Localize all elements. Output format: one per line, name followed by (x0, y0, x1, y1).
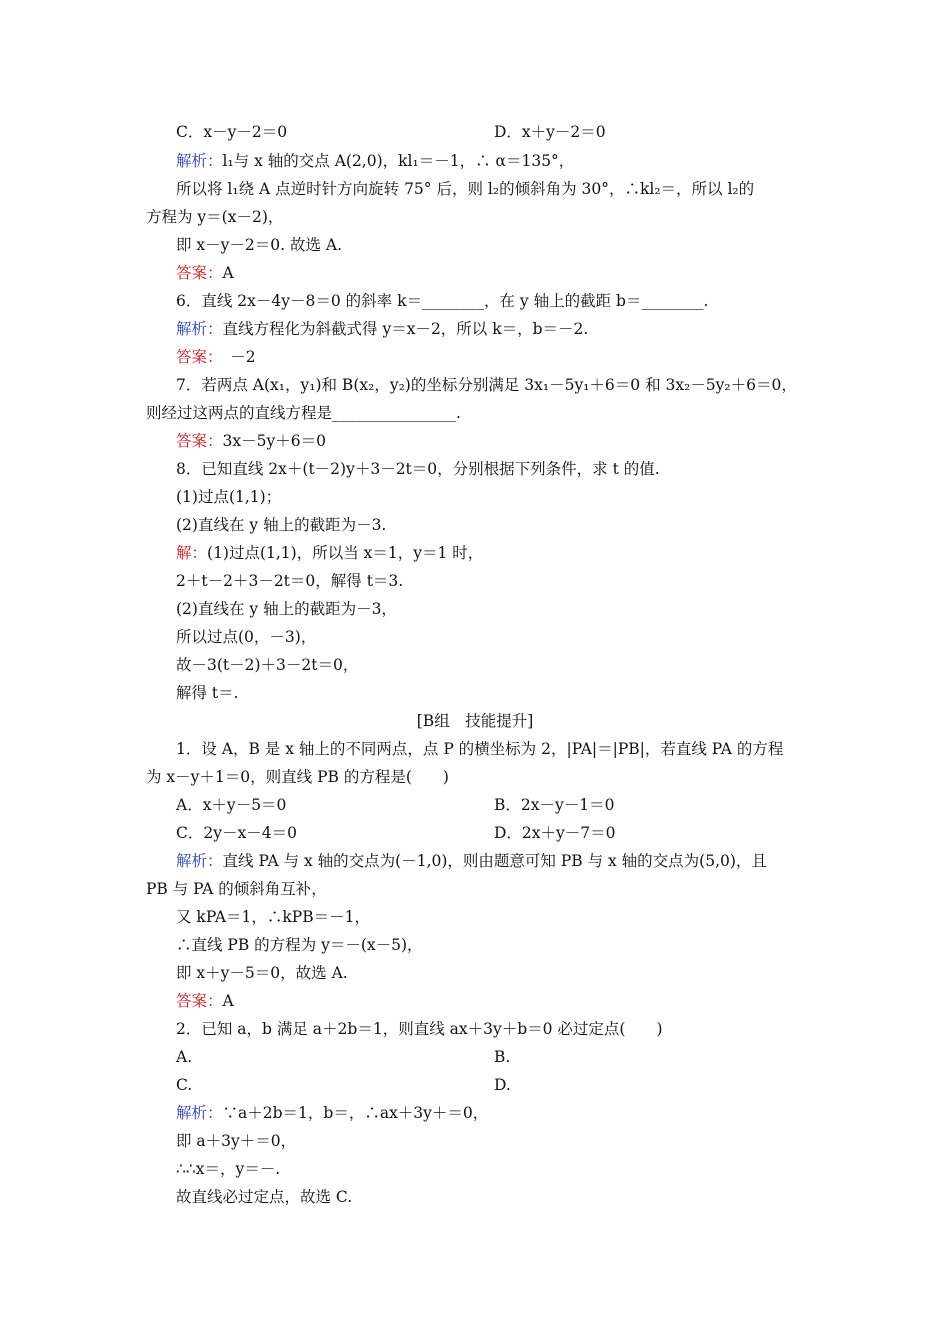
text-line: 又 kPA＝1，∴kPB＝－1， (176, 908, 370, 926)
text-line: 解得 t＝. (176, 684, 239, 702)
analysis-line (176, 1099, 488, 1127)
answer-line (176, 987, 234, 1015)
answer-line (176, 427, 326, 455)
answer-text: －2 (214, 348, 256, 366)
text-line: 故－3(t－2)＋3－2t＝0， (176, 656, 359, 674)
option-c: C．x－y－2＝0 (176, 123, 288, 141)
option-c: C．2y－x－4＝0 (176, 824, 297, 842)
solution-text: (1)过点(1,1)，所以当 x＝1，y＝1 时， (207, 544, 484, 562)
text-line: 2＋t－2＋3－2t＝0，解得 t＝3. (176, 572, 404, 590)
answer-text: 3x－5y＋6＝0 (222, 432, 326, 450)
answer-label: 答案： (176, 432, 223, 450)
answer-text: A (222, 264, 234, 282)
section-heading: [B组 技能提升] (416, 712, 534, 730)
analysis-label: 解析： (176, 852, 223, 870)
text-line: 即 x－y－2＝0. 故选 A. (176, 236, 343, 254)
analysis-text: 直线方程化为斜截式得 y＝x－2，所以 k＝，b＝－2. (222, 320, 589, 338)
option-d: D. (494, 1076, 511, 1094)
text-line: 所以过点(0，－3)， (176, 628, 317, 646)
question-b2: 2．已知 a，b 满足 a＋2b＝1，则直线 ax＋3y＋b＝0 必过定点( ) (176, 1020, 663, 1038)
text-line: (2)直线在 y 轴上的截距为－3. (176, 516, 387, 534)
text-line: 为 x－y＋1＝0，则直线 PB 的方程是( ) (146, 768, 449, 786)
text-line: 即 x＋y－5＝0，故选 A. (176, 964, 348, 982)
solution-label: 解： (176, 544, 208, 562)
text-line: 方程为 y＝(x－2)， (146, 208, 284, 226)
answer-label: 答案： (176, 992, 223, 1010)
analysis-line (176, 847, 767, 875)
option-b: B．2x－y－1＝0 (494, 796, 615, 814)
option-a: A. (176, 1048, 193, 1066)
question-b1: 1．设 A，B 是 x 轴上的不同两点，点 P 的横坐标为 2，|PA|＝|PB|，若直线 PA 的方程 (176, 740, 784, 758)
option-a: A．x＋y－5＝0 (176, 796, 287, 814)
text-line: ∴∴x＝，y＝－. (176, 1160, 281, 1178)
analysis-label: 解析： (176, 1104, 223, 1122)
answer-label: 答案： (176, 264, 223, 282)
answer-text: A (222, 992, 234, 1010)
option-d: D．x＋y－2＝0 (494, 123, 606, 141)
solution-line (176, 539, 483, 567)
option-d: D．2x＋y－7＝0 (494, 824, 616, 842)
text-line: 故直线必过定点，故选 C. (176, 1188, 353, 1206)
answer-line (176, 259, 234, 287)
option-c: C. (176, 1076, 193, 1094)
option-b: B. (494, 1048, 511, 1066)
text-line: 即 a＋3y＋＝0， (176, 1132, 297, 1150)
analysis-text: ∵a＋2b＝1，b＝，∴ax＋3y＋＝0， (222, 1104, 489, 1122)
text-line: 所以将 l₁绕 A 点逆时针方向旋转 75° 后，则 l₂的倾斜角为 30°，∴kl₂＝，所以 l₂的 (176, 180, 755, 198)
question-6: 6．直线 2x－4y－8＝0 的斜率 k＝________，在 y 轴上的截距 b＝________. (176, 292, 709, 310)
analysis-text: 直线 PA 与 x 轴的交点为(－1,0)，则由题意可知 PB 与 x 轴的交点为(5,0)，且 (222, 852, 767, 870)
question-8: 8．已知直线 2x＋(t－2)y＋3－2t＝0，分别根据下列条件，求 t 的值. (176, 460, 660, 478)
text-line: PB 与 PA 的倾斜角互补， (146, 880, 327, 898)
text-line: (2)直线在 y 轴上的截距为－3， (176, 600, 397, 618)
answer-label: 答案： (176, 348, 215, 366)
analysis-line (176, 147, 574, 175)
answer-line (176, 343, 256, 371)
analysis-label: 解析： (176, 320, 223, 338)
text-line: 则经过这两点的直线方程是________________. (146, 404, 461, 422)
analysis-label: 解析： (176, 152, 223, 170)
analysis-line (176, 315, 588, 343)
question-7: 7．若两点 A(x₁，y₁)和 B(x₂，y₂)的坐标分别满足 3x₁－5y₁＋6＝0 和 3x₂－5y₂＋6＝0， (176, 376, 797, 394)
text-line: (1)过点(1,1)； (176, 488, 282, 506)
analysis-text: l₁与 x 轴的交点 A(2,0)，kl₁＝－1，∴ α＝135°， (222, 152, 575, 170)
text-line: ∴直线 PB 的方程为 y＝－(x－5)， (176, 936, 423, 954)
